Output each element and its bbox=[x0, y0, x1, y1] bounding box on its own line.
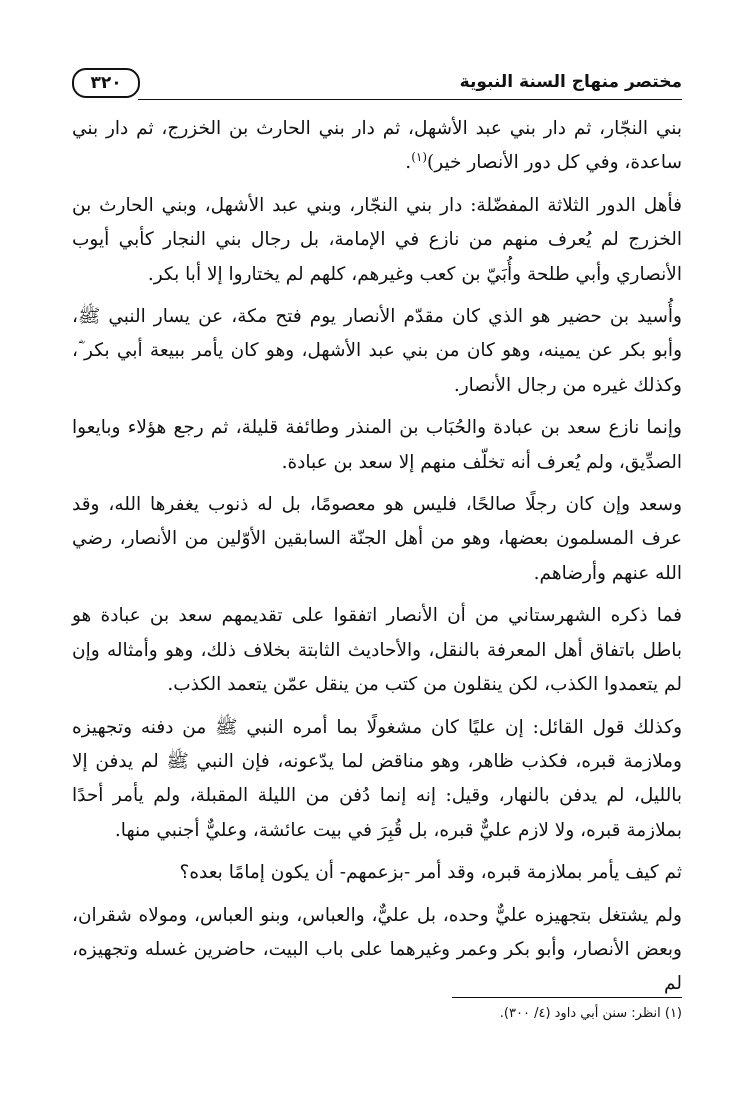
paragraph-5: وسعد وإن كان رجلًا صالحًا، فليس هو معصومًا، بل له ذنوب يغفرها الله، وقد عرف المسلمون بعضها، وهو من أهل الجنّة السابقين الأوّلين من الأنصار، رضي الله عنهم وأرضاهم. bbox=[72, 494, 682, 584]
paragraph-4: وإنما نازع سعد بن عبادة والحُبَاب بن المنذر وطائفة قليلة، ثم رجع هؤلاء وبايعوا الصدِّيق، ولم يُعرف أنه تخلّف منهم إلا سعد بن عبادة. bbox=[72, 417, 682, 473]
paragraph-9: ولم يشتغل بتجهيزه عليٌّ وحده، بل عليٌّ، والعباس، وبنو العباس، ومولاه شقران، وبعض الأنصار، وأبو بكر وعمر وغيرهما على باب البيت، حاضرين غسله وتجهيزه، لم bbox=[72, 904, 682, 995]
paragraph-text: بني النجّار، ثم دار بني عبد الأشهل، ثم دار بني الحارث بن الخزرج، ثم دار بني ساعدة، وفي كل دور الأنصار خير) bbox=[72, 118, 682, 174]
paragraph-6: فما ذكره الشهرستاني من أن الأنصار اتفقوا على تقديمهم سعد بن عبادة هو باطل باتفاق أهل المعرفة بالنقل، والأحاديث الثابتة بخلاف ذلك، وهو وأمثاله وإن لم يتعمدوا الكذب، لكن ينقلون من كتب من ينقل عمّن يتعمد الكذب. bbox=[72, 605, 682, 696]
footnote-marker[interactable]: (١) bbox=[411, 150, 428, 165]
paragraph-text-end: . bbox=[405, 152, 412, 174]
footnote: (١) انظر: سنن أبي داود (٤/ ٣٠٠). bbox=[499, 1006, 682, 1021]
paragraph-2: فأهل الدور الثلاثة المفضّلة: دار بني النجّار، وبني عبد الأشهل، وبني الحارث بن الخزرج لم يُعرف منهم من نازع في الإمامة، بل رجال بني النجار كأبي أيوب الأنصاري وأبي طلحة وأُبَيّ بن كعب وغيرهم، كلهم لم يختاروا إلا أبا بكر. bbox=[72, 194, 682, 285]
page-number: ٣٢٠ bbox=[72, 68, 140, 98]
paragraph-7: وكذلك قول القائل: إن عليًا كان مشغولًا بما أمره النبي ﷺ من دفنه وتجهيزه وملازمة قبره، فكذب ظاهر، وهو مناقض لما يدّعونه، فإن النبي ﷺ لم يدفن إلا بالليل، لم يدفن بالنهار، وقيل: إنه إنما دُفن من الليلة المقبلة، ولم يأمر أحدًا بملازمة قبره، ولا لازم عليٌّ قبره، بل قُبِرَ في بيت عائشة، وعليٌّ أجنبي منها. bbox=[72, 716, 682, 841]
paragraph-8: ثم كيف يأمر بملازمة قبره، وقد أمر -بزعمهم- أن يكون إمامًا بعده؟ bbox=[179, 862, 682, 884]
page-header bbox=[72, 64, 682, 100]
running-title: مختصر منهاج السنة النبوية bbox=[459, 72, 682, 92]
header-divider bbox=[138, 99, 682, 100]
footnote-divider bbox=[452, 997, 682, 998]
paragraph-1 bbox=[72, 112, 682, 181]
paragraph-3: وأُسيد بن حضير هو الذي كان مقدّم الأنصار يوم فتح مكة، عن يسار النبي ﷺ، وأبو بكر عن يمينه، وهو كان من بني عبد الأشهل، وهو كان يأمر ببيعة أبي بكر ؓ، وكذلك غيره من رجال الأنصار. bbox=[72, 306, 682, 396]
body-text bbox=[72, 112, 682, 1010]
